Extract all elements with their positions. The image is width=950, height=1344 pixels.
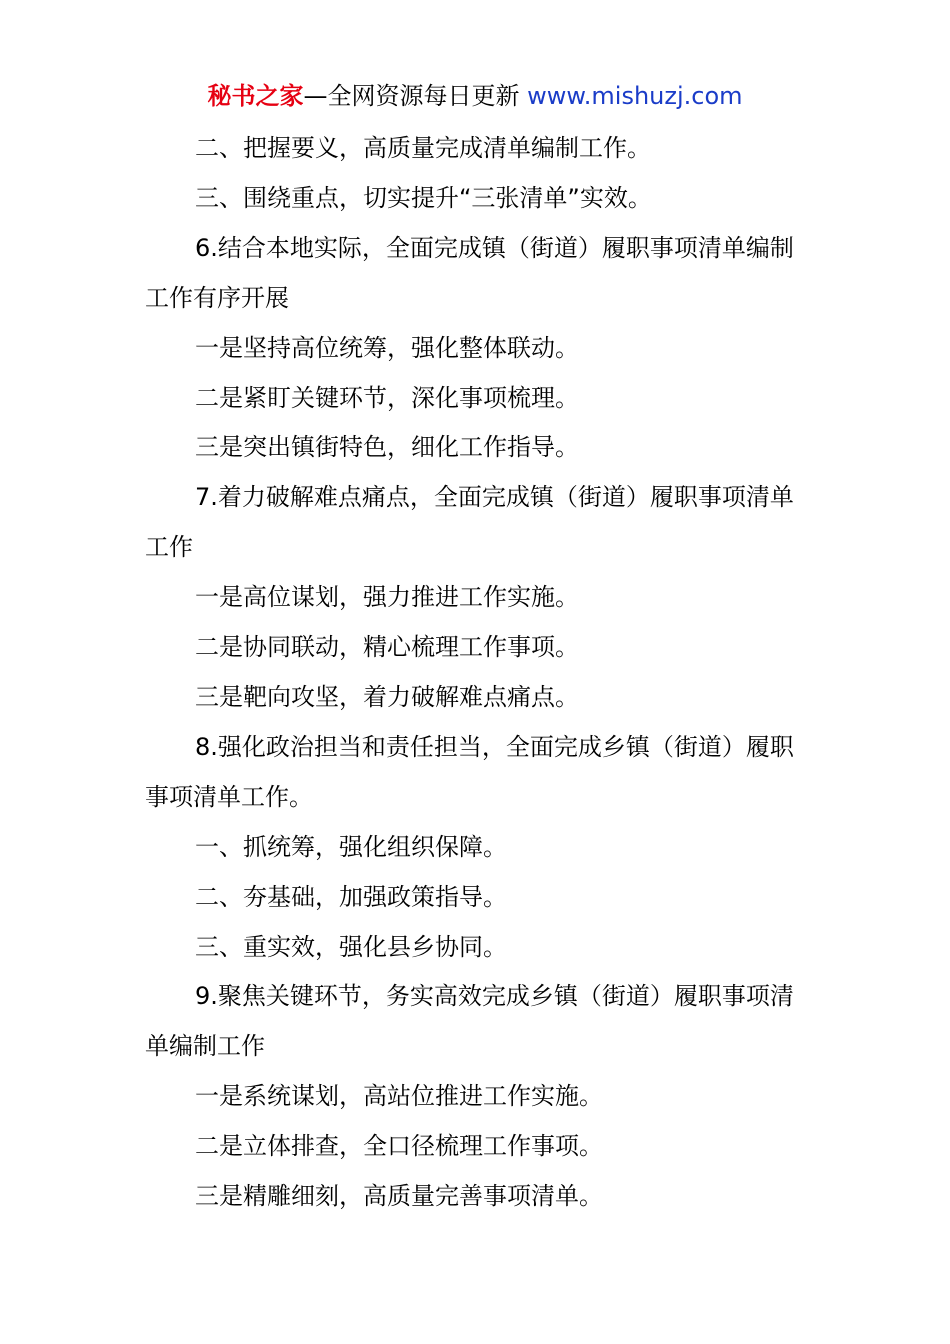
section-heading: 8.强化政治担当和责任担当，全面完成乡镇（街道）履职事项清单工作。 [145, 732, 794, 811]
site-header [0, 80, 950, 112]
paragraph: 二、把握要义，高质量完成清单编制工作。 [195, 134, 651, 162]
paragraph: 二是紧盯关键环节，深化事项梳理。 [195, 383, 579, 412]
section-heading: 6.结合本地实际，全面完成镇（街道）履职事项清单编制工作有序开展 [145, 233, 794, 312]
paragraph: 一是系统谋划，高站位推进工作实施。 [195, 1082, 603, 1111]
paragraph: 二是协同联动，精心梳理工作事项。 [195, 633, 579, 662]
paragraph: 三、围绕重点，切实提升“三张清单”实效。 [195, 183, 652, 212]
brand-name: 秘书之家 [207, 82, 304, 110]
paragraph: 一、抓统筹，强化组织保障。 [195, 832, 507, 861]
header-slogan: —全网资源每日更新 [303, 82, 520, 110]
section-heading: 9.聚焦关键环节，务实高效完成乡镇（街道）履职事项清单编制工作 [145, 982, 794, 1061]
paragraph: 二是立体排查，全口径梳理工作事项。 [195, 1132, 603, 1161]
paragraph: 三、重实效，强化县乡协同。 [195, 932, 507, 961]
paragraph: 三是靶向攻坚，着力破解难点痛点。 [195, 682, 579, 711]
paragraph: 一是高位谋划，强力推进工作实施。 [195, 583, 579, 612]
document-body [145, 124, 810, 1222]
paragraph: 二、夯基础，加强政策指导。 [195, 882, 507, 911]
site-url-link[interactable]: www.mishuzj.com [527, 82, 743, 110]
paragraph: 一是坚持高位统筹，强化整体联动。 [195, 333, 579, 362]
paragraph: 三是突出镇街特色，细化工作指导。 [195, 433, 579, 462]
paragraph: 三是精雕细刻，高质量完善事项清单。 [195, 1182, 603, 1211]
section-heading: 7.着力破解难点痛点，全面完成镇（街道）履职事项清单工作 [145, 483, 794, 562]
